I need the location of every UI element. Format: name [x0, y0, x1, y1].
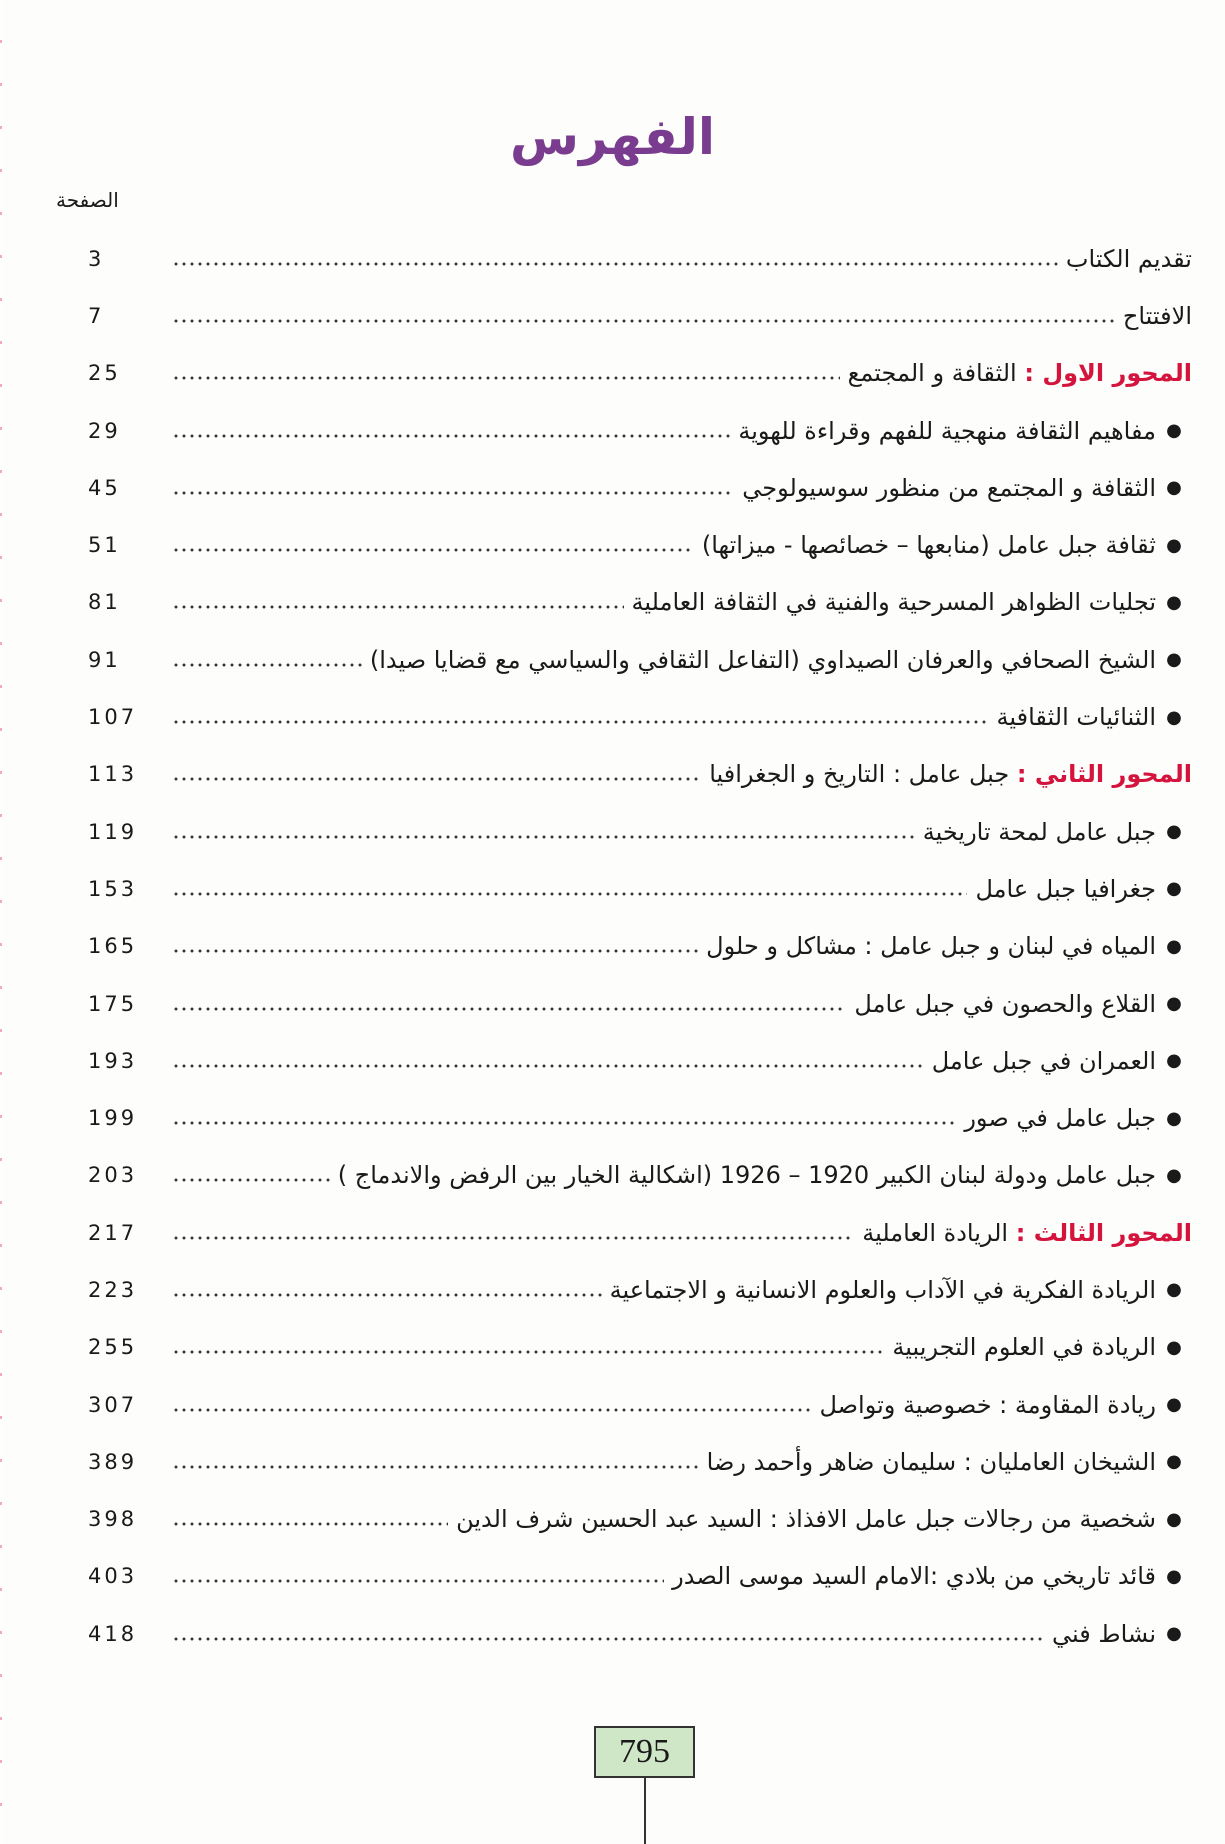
- bullet-icon: ●: [1166, 1623, 1182, 1645]
- toc-entry[interactable]: [80, 287, 1192, 344]
- dot-leader: [172, 1408, 812, 1412]
- toc-page-number: 91: [88, 647, 121, 672]
- dot-leader: [172, 1293, 602, 1297]
- toc-entry[interactable]: [80, 1548, 1192, 1605]
- bullet-icon: ●: [1166, 1279, 1182, 1301]
- entry-text: الثقافة و المجتمع: [847, 359, 1017, 388]
- dot-leader: [172, 548, 694, 552]
- entry-text: جبل عامل : التاريخ و الجغرافيا: [709, 760, 1010, 789]
- section-heading: المحور الاول :: [1024, 359, 1192, 388]
- entry-text: جبل عامل في صور: [964, 1104, 1156, 1133]
- entry-text: نشاط فني: [1052, 1619, 1156, 1648]
- bullet-icon: ●: [1166, 591, 1182, 613]
- entry-text: تقديم الكتاب: [1065, 244, 1192, 273]
- entry-text: العمران في جبل عامل: [931, 1046, 1156, 1075]
- toc-entry[interactable]: [80, 975, 1192, 1032]
- page-number: 795: [594, 1726, 695, 1778]
- toc-entry-title: [734, 474, 1156, 502]
- toc-entry-title: [1115, 302, 1192, 330]
- entry-text: المياه في لبنان و جبل عامل : مشاكل و حلول: [706, 932, 1156, 961]
- toc-page-number: 398: [88, 1507, 138, 1532]
- toc-entry-title: [812, 1391, 1157, 1419]
- toc-entry-title: [1058, 245, 1192, 273]
- dot-leader: [172, 319, 1115, 323]
- toc-entry-title: [694, 531, 1156, 559]
- toc-entry-title: [730, 417, 1156, 445]
- bullet-icon: ●: [1166, 1107, 1182, 1129]
- table-of-contents: [80, 230, 1192, 1662]
- entry-text: جبل عامل ودولة لبنان الكبير 1920 – 1926 (اشكالية الخيار بين الرفض والاندماج ): [337, 1161, 1156, 1190]
- entry-text: شخصية من رجالات جبل عامل الافذاذ : السيد عبد الحسين شرف الدين: [456, 1505, 1156, 1534]
- dot-leader: [172, 1465, 699, 1469]
- entry-text: الثقافة و المجتمع من منظور سوسيولوجي: [742, 473, 1156, 502]
- dot-leader: [172, 1121, 956, 1125]
- dot-leader: [172, 376, 840, 380]
- dot-leader: [172, 1522, 448, 1526]
- bullet-icon: ●: [1166, 1394, 1182, 1416]
- section-heading: المحور الثالث :: [1015, 1218, 1192, 1247]
- toc-page-number: 7: [88, 303, 105, 328]
- toc-entry-title: [362, 646, 1156, 674]
- toc-page-number: 119: [88, 819, 138, 844]
- dot-leader: [172, 1064, 924, 1068]
- toc-page-number: 25: [88, 361, 121, 386]
- toc-entry[interactable]: [80, 1376, 1192, 1433]
- dot-leader: [172, 949, 698, 953]
- entry-text: الشيخ الصحافي والعرفان الصيداوي (التفاعل الثقافي والسياسي مع قضايا صيدا): [369, 645, 1156, 674]
- toc-page-number: 45: [88, 475, 121, 500]
- toc-page-number: 81: [88, 590, 121, 615]
- toc-entry-title: [989, 703, 1157, 731]
- toc-entry-title: [1044, 1620, 1156, 1648]
- toc-entry-title: [924, 1047, 1156, 1075]
- toc-entry-title: [840, 359, 1192, 387]
- toc-entry-title: [330, 1161, 1156, 1189]
- page-column-header: الصفحة: [56, 188, 119, 212]
- toc-entry[interactable]: [80, 688, 1192, 745]
- bullet-icon: ●: [1166, 1336, 1182, 1358]
- bullet-icon: ●: [1166, 420, 1182, 442]
- toc-entry[interactable]: [80, 230, 1192, 287]
- bullet-icon: ●: [1166, 935, 1182, 957]
- dot-leader: [172, 1236, 854, 1240]
- dot-leader: [172, 605, 624, 609]
- toc-entry[interactable]: [80, 402, 1192, 459]
- toc-entry[interactable]: [80, 459, 1192, 516]
- dot-leader: [172, 1637, 1044, 1641]
- toc-entry[interactable]: [80, 631, 1192, 688]
- bullet-icon: ●: [1166, 477, 1182, 499]
- dot-leader: [172, 777, 701, 781]
- bullet-icon: ●: [1166, 706, 1182, 728]
- toc-entry[interactable]: [80, 918, 1192, 975]
- toc-page-number: 418: [88, 1621, 138, 1646]
- toc-entry[interactable]: [80, 1147, 1192, 1204]
- toc-page-number: 3: [88, 246, 105, 271]
- toc-page-number: 203: [88, 1163, 138, 1188]
- entry-text: الريادة العاملية: [862, 1218, 1009, 1247]
- toc-page-number: 199: [88, 1106, 138, 1131]
- toc-entry-title: [624, 588, 1156, 616]
- entry-text: قائد تاريخي من بلادي :الامام السيد موسى الصدر: [672, 1562, 1156, 1591]
- dot-leader: [172, 1007, 846, 1011]
- toc-entry-title: [846, 990, 1156, 1018]
- toc-entry[interactable]: [80, 1491, 1192, 1548]
- toc-page-number: 153: [88, 876, 138, 901]
- toc-entry[interactable]: [80, 803, 1192, 860]
- toc-entry[interactable]: [80, 1319, 1192, 1376]
- toc-page-number: 389: [88, 1449, 138, 1474]
- toc-page-number: 175: [88, 991, 138, 1016]
- toc-page-number: 193: [88, 1048, 138, 1073]
- toc-page-number: 107: [88, 705, 138, 730]
- toc-entry-title: [967, 875, 1156, 903]
- entry-text: الافتتاح: [1122, 301, 1192, 330]
- toc-entry-title: [448, 1505, 1156, 1533]
- bullet-icon: ●: [1166, 993, 1182, 1014]
- dot-leader: [172, 663, 362, 667]
- toc-entry-title: [602, 1276, 1156, 1304]
- dot-leader: [172, 835, 915, 839]
- toc-entry-title: [915, 818, 1156, 846]
- bullet-icon: ●: [1166, 649, 1182, 671]
- dot-leader: [172, 1178, 330, 1182]
- entry-text: الشيخان العامليان : سليمان ضاهر وأحمد رضا: [706, 1447, 1156, 1476]
- bullet-icon: ●: [1166, 1164, 1182, 1186]
- dot-leader: [172, 434, 730, 438]
- page-title: الفهرس: [509, 108, 715, 166]
- page-edge: [0, 0, 2, 1844]
- toc-entry-title: [701, 760, 1192, 788]
- toc-entry[interactable]: [80, 1089, 1192, 1146]
- toc-entry[interactable]: [80, 1204, 1192, 1261]
- toc-entry[interactable]: [80, 1605, 1192, 1662]
- entry-text: الريادة في العلوم التجريبية: [892, 1333, 1156, 1362]
- entry-text: تجليات الظواهر المسرحية والفنية في الثقافة العاملية: [631, 588, 1156, 617]
- toc-entry[interactable]: [80, 1261, 1192, 1318]
- entry-text: القلاع والحصون في جبل عامل: [854, 989, 1156, 1018]
- bullet-icon: ●: [1166, 1451, 1182, 1473]
- toc-entry[interactable]: [80, 860, 1192, 917]
- bullet-icon: ●: [1166, 534, 1182, 556]
- toc-entry-title: [956, 1104, 1156, 1132]
- toc-entry-title: [699, 1448, 1156, 1476]
- bullet-icon: ●: [1166, 1050, 1182, 1072]
- toc-entry-title: [664, 1562, 1156, 1590]
- toc-page-number: 255: [88, 1335, 138, 1360]
- entry-text: الثنائيات الثقافية: [996, 703, 1156, 732]
- dot-leader: [172, 491, 734, 495]
- entry-text: ثقافة جبل عامل (منابعها – خصائصها - ميزاتها): [701, 531, 1156, 560]
- bullet-icon: ●: [1166, 1508, 1182, 1530]
- dot-leader: [172, 892, 967, 896]
- toc-page-number: 223: [88, 1277, 138, 1302]
- toc-entry-title: [698, 932, 1156, 960]
- entry-text: جغرافيا جبل عامل: [975, 874, 1156, 903]
- entry-text: جبل عامل لمحة تاريخية: [922, 817, 1156, 846]
- dot-leader: [172, 1579, 664, 1583]
- entry-text: ريادة المقاومة : خصوصية وتواصل: [819, 1390, 1156, 1419]
- section-heading: المحور الثاني :: [1016, 760, 1192, 789]
- toc-page-number: 307: [88, 1392, 138, 1417]
- toc-entry-title: [854, 1219, 1192, 1247]
- toc-entry-title: [884, 1333, 1156, 1361]
- toc-entry[interactable]: [80, 1032, 1192, 1089]
- bullet-icon: ●: [1166, 878, 1182, 900]
- toc-page-number: 113: [88, 762, 138, 787]
- entry-text: الريادة الفكرية في الآداب والعلوم الانسانية و الاجتماعية: [609, 1275, 1156, 1304]
- dot-leader: [172, 262, 1058, 266]
- bullet-icon: ●: [1166, 1565, 1182, 1587]
- dot-leader: [172, 1350, 884, 1354]
- bullet-icon: ●: [1166, 821, 1182, 843]
- entry-text: مفاهيم الثقافة منهجية للفهم وقراءة للهوية: [738, 416, 1156, 445]
- toc-entry[interactable]: [80, 1433, 1192, 1490]
- toc-entry[interactable]: [80, 345, 1192, 402]
- toc-page-number: 403: [88, 1564, 138, 1589]
- toc-entry[interactable]: [80, 574, 1192, 631]
- page-number-stem: [644, 1778, 646, 1844]
- toc-page-number: 51: [88, 533, 121, 558]
- dot-leader: [172, 720, 989, 724]
- toc-entry[interactable]: [80, 746, 1192, 803]
- toc-page-number: 165: [88, 934, 138, 959]
- toc-page-number: 29: [88, 418, 121, 443]
- toc-page-number: 217: [88, 1220, 138, 1245]
- toc-entry[interactable]: [80, 516, 1192, 573]
